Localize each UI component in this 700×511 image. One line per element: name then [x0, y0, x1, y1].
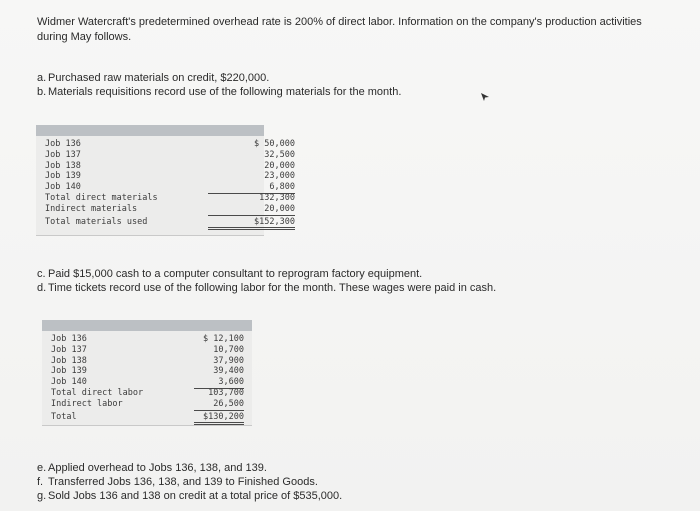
table-row-total	[36, 216, 295, 228]
row-label: Job 139	[45, 171, 81, 182]
table-row	[36, 160, 295, 172]
row-amount: 20,000	[264, 160, 295, 171]
mouse-cursor-icon	[480, 92, 490, 102]
labor-table	[42, 320, 252, 426]
item-marker: c.	[37, 268, 46, 280]
problem-intro: Widmer Watercraft's predetermined overhead rate is 200% of direct labor. Information on the company's production activities during May follows.	[37, 16, 642, 43]
table-row	[36, 203, 295, 215]
item-a	[37, 71, 401, 85]
table-row	[42, 399, 252, 410]
row-label: Total	[51, 411, 77, 422]
table-row	[36, 171, 295, 182]
row-label: Job 140	[51, 377, 87, 388]
item-text: Applied overhead to Jobs 136, 138, and 139.	[48, 462, 267, 474]
item-marker: e.	[37, 462, 47, 474]
materials-table	[36, 125, 295, 236]
items-c-d	[37, 267, 496, 295]
row-amount: $ 12,100	[203, 334, 244, 344]
row-amount: $152,300	[208, 217, 295, 231]
item-text: Materials requisitions record use of the following materials for the month.	[48, 86, 402, 98]
row-amount: 39,400	[213, 366, 244, 377]
row-label: Job 136	[51, 334, 87, 344]
row-amount: 23,000	[264, 171, 295, 182]
row-amount: 6,800	[208, 182, 295, 194]
item-marker: b.	[37, 86, 47, 98]
row-label: Job 139	[51, 366, 87, 377]
item-marker: f.	[37, 476, 44, 488]
row-label: Job 140	[45, 182, 81, 193]
table-row	[42, 388, 252, 399]
item-d	[37, 281, 496, 295]
item-text: Transferred Jobs 136, 138, and 139 to Finished Goods.	[48, 476, 318, 488]
item-f	[37, 475, 342, 489]
row-amount: 26,500	[194, 399, 244, 411]
item-text: Sold Jobs 136 and 138 on credit at a total price of $535,000.	[48, 490, 343, 502]
table-row	[42, 366, 252, 377]
row-amount: 3,600	[194, 377, 244, 389]
row-amount: 37,900	[213, 355, 244, 366]
row-label: Indirect labor	[51, 398, 123, 409]
item-marker: d.	[37, 282, 47, 294]
table-row	[42, 345, 252, 356]
row-label: Job 137	[51, 344, 87, 355]
row-label: Indirect materials	[45, 203, 138, 214]
items-e-f-g	[37, 461, 342, 503]
row-label: Job 138	[45, 160, 81, 171]
items-a-b	[37, 71, 401, 99]
row-label: Total direct materials	[45, 192, 158, 203]
table-row	[42, 377, 252, 388]
item-text: Time tickets record use of the following labor for the month. These wages were paid in cash.	[48, 282, 497, 294]
table-header-bar	[36, 125, 264, 136]
row-amount: 132,300	[259, 192, 295, 203]
row-label: Job 136	[45, 139, 81, 149]
item-b	[37, 85, 401, 99]
row-label: Job 137	[45, 149, 81, 160]
item-g	[37, 489, 342, 503]
row-label: Total materials used	[45, 216, 148, 227]
table-header-bar	[42, 320, 252, 331]
table-row	[36, 192, 295, 204]
row-amount: 20,000	[208, 204, 295, 216]
item-text: Purchased raw materials on credit, $220,000.	[48, 72, 270, 84]
table-row	[36, 149, 295, 161]
item-c	[37, 267, 496, 281]
row-amount: $ 50,000	[254, 139, 295, 149]
table-row	[42, 356, 252, 367]
row-amount: 10,700	[213, 344, 244, 355]
row-amount: $130,200	[194, 412, 244, 426]
row-label: Job 138	[51, 355, 87, 366]
item-marker: a.	[37, 72, 47, 84]
table-row	[42, 334, 252, 345]
table-row	[36, 182, 295, 193]
row-label: Total direct labor	[51, 387, 144, 398]
item-text: Paid $15,000 cash to a computer consultant to reprogram factory equipment.	[48, 268, 423, 280]
item-e	[37, 461, 342, 475]
row-amount: 103,700	[208, 387, 244, 398]
row-amount: 32,500	[264, 149, 295, 160]
item-marker: g.	[37, 490, 47, 502]
table-row-total	[42, 412, 252, 423]
table-row	[36, 139, 295, 150]
